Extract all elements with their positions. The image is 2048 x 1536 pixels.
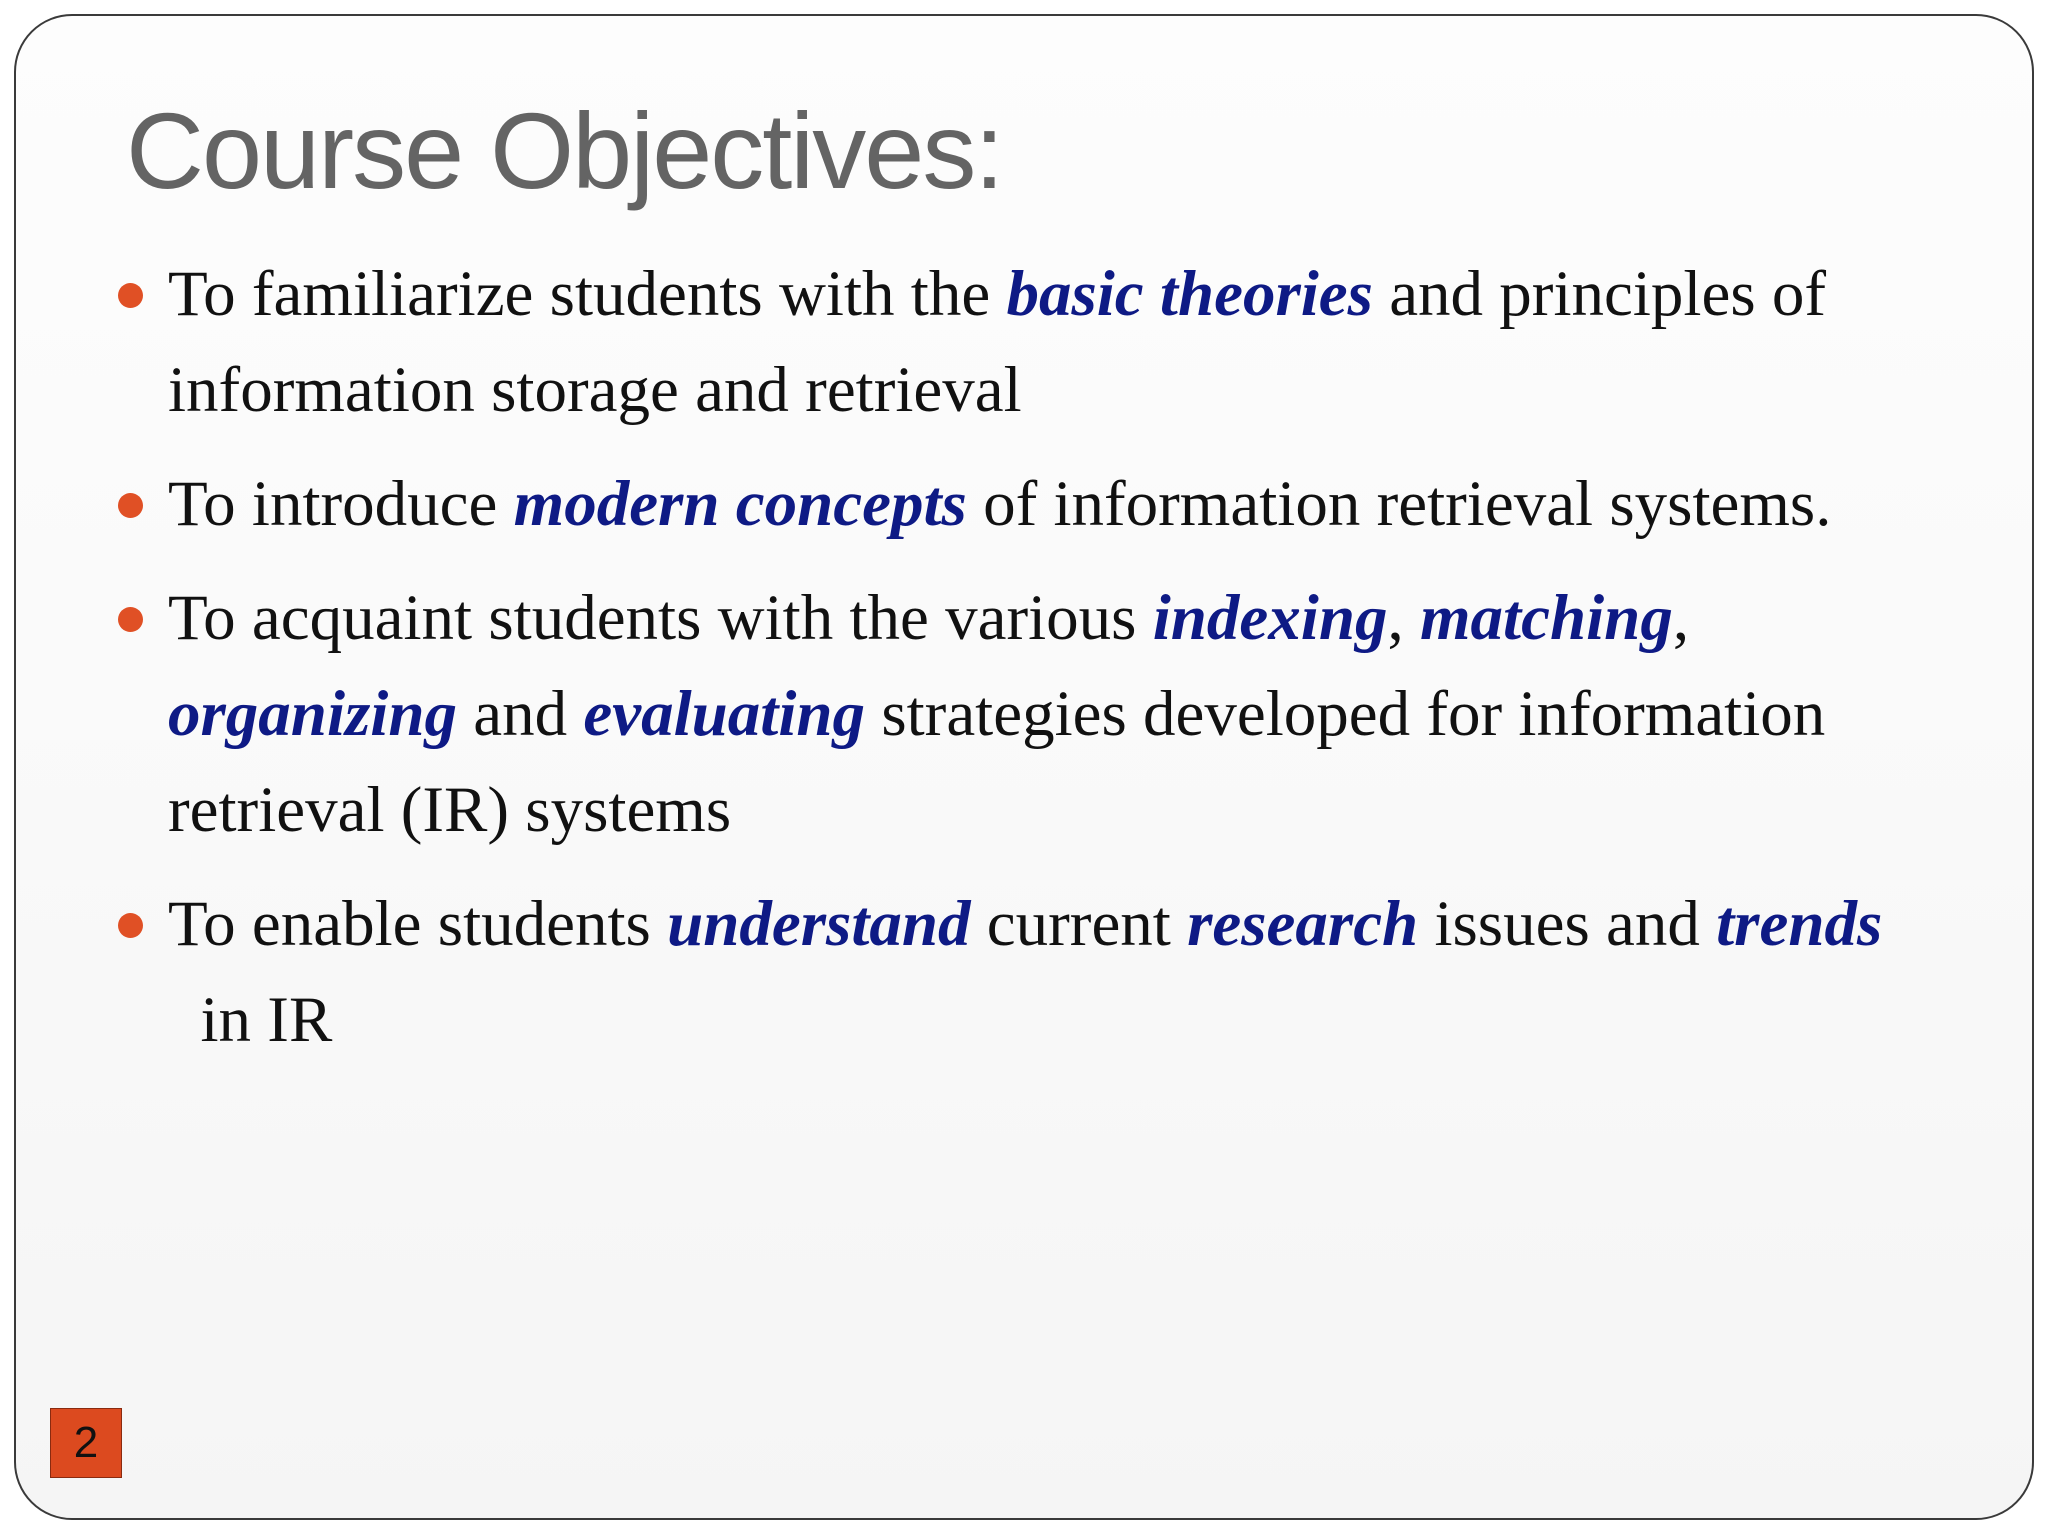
page-number-badge: 2 bbox=[50, 1408, 122, 1478]
highlighted-term: research bbox=[1187, 888, 1419, 960]
highlighted-term: matching bbox=[1420, 582, 1673, 654]
objective-item: To acquaint students with the various indexing, matching, organizing and evaluating strategies developed for information retrieval (IR) systems bbox=[168, 570, 1978, 858]
objective-item: To enable students understand current research issues and trends in IR bbox=[168, 876, 1978, 1068]
objective-item: To familiarize students with the basic theories and principles of information storage and retrieval bbox=[168, 246, 1978, 438]
highlighted-term: modern concepts bbox=[513, 468, 967, 540]
objectives-list bbox=[168, 246, 1978, 1086]
highlighted-term: understand bbox=[667, 888, 971, 960]
bullet-dot-icon bbox=[118, 913, 143, 938]
highlighted-term: evaluating bbox=[583, 678, 866, 750]
objective-item: To introduce modern concepts of information retrieval systems. bbox=[168, 456, 1978, 552]
bullet-dot-icon bbox=[118, 493, 143, 518]
highlighted-term: indexing bbox=[1152, 582, 1388, 654]
slide bbox=[14, 14, 2034, 1520]
highlighted-term: basic theories bbox=[1006, 258, 1373, 330]
highlighted-term: trends bbox=[1716, 888, 1883, 960]
bullet-dot-icon bbox=[118, 283, 143, 308]
highlighted-term: organizing bbox=[168, 678, 458, 750]
slide-title: Course Objectives: bbox=[126, 90, 1003, 211]
bullet-dot-icon bbox=[118, 607, 143, 632]
